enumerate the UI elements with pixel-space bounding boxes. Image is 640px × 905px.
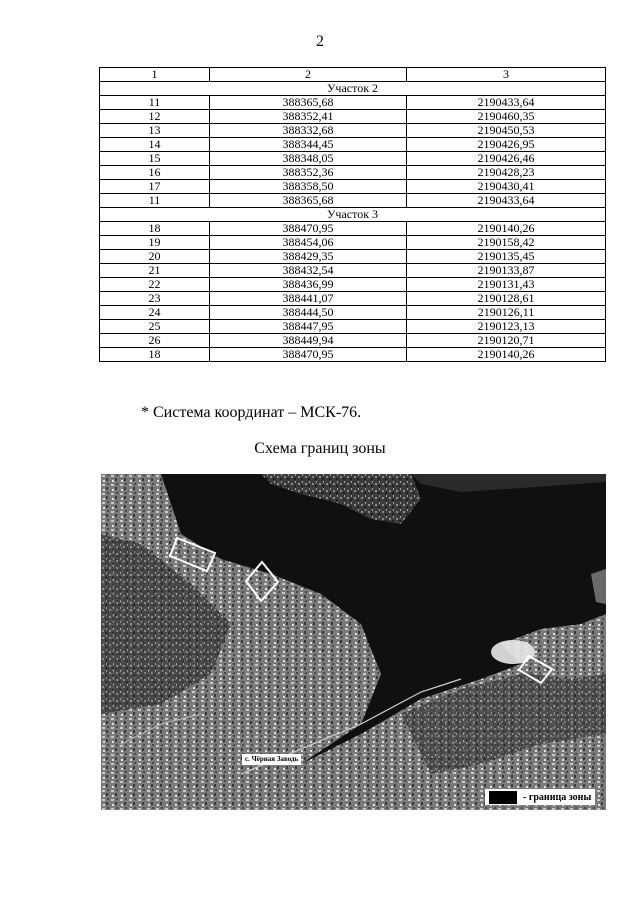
point-number-cell: 18	[100, 222, 210, 236]
boundary-swatch	[489, 791, 517, 804]
point-number-cell: 11	[100, 194, 210, 208]
point-number-cell: 16	[100, 166, 210, 180]
table-row	[100, 152, 606, 166]
table-row	[100, 110, 606, 124]
section-header-row	[100, 208, 606, 222]
point-number-cell: 11	[100, 96, 210, 110]
y-coordinate-cell: 2190460,35	[407, 110, 606, 124]
header-cell-x: 2	[210, 68, 407, 82]
x-coordinate-cell: 388432,54	[210, 264, 407, 278]
table-row	[100, 264, 606, 278]
point-number-cell: 12	[100, 110, 210, 124]
bright-patch	[491, 640, 535, 664]
point-number-cell: 22	[100, 278, 210, 292]
table-row	[100, 236, 606, 250]
point-number-cell: 14	[100, 138, 210, 152]
scheme-title: Схема границ зоны	[254, 440, 386, 457]
point-number-cell: 24	[100, 306, 210, 320]
y-coordinate-cell: 2190131,43	[407, 278, 606, 292]
point-number-cell: 20	[100, 250, 210, 264]
x-coordinate-cell: 388447,95	[210, 320, 407, 334]
x-coordinate-cell: 388348,05	[210, 152, 407, 166]
y-coordinate-cell: 2190430,41	[407, 180, 606, 194]
y-coordinate-cell: 2190140,26	[407, 222, 606, 236]
y-coordinate-cell: 2190126,11	[407, 306, 606, 320]
x-coordinate-cell: 388365,68	[210, 96, 407, 110]
x-coordinate-cell: 388436,99	[210, 278, 407, 292]
table-row	[100, 348, 606, 362]
table-row	[100, 124, 606, 138]
x-coordinate-cell: 388449,94	[210, 334, 407, 348]
table-row	[100, 334, 606, 348]
coordinates-table	[99, 67, 606, 362]
coordinate-system-note: * Система координат – МСК-76.	[141, 404, 362, 421]
y-coordinate-cell: 2190433,64	[407, 96, 606, 110]
point-number-cell: 15	[100, 152, 210, 166]
village-label: с. Чёрная Заводь	[242, 754, 301, 765]
point-number-cell: 19	[100, 236, 210, 250]
coordinates-table-body	[100, 68, 606, 362]
table-row	[100, 278, 606, 292]
map-legend	[485, 789, 595, 805]
x-coordinate-cell: 388454,06	[210, 236, 407, 250]
header-cell-y: 3	[407, 68, 606, 82]
y-coordinate-cell: 2190426,46	[407, 152, 606, 166]
x-coordinate-cell: 388470,95	[210, 222, 407, 236]
table-row	[100, 166, 606, 180]
y-coordinate-cell: 2190433,64	[407, 194, 606, 208]
x-coordinate-cell: 388352,41	[210, 110, 407, 124]
point-number-cell: 26	[100, 334, 210, 348]
section-title: Участок 3	[100, 208, 606, 222]
table-row	[100, 194, 606, 208]
x-coordinate-cell: 388332,68	[210, 124, 407, 138]
table-row	[100, 96, 606, 110]
x-coordinate-cell: 388365,68	[210, 194, 407, 208]
table-row	[100, 320, 606, 334]
table-row	[100, 292, 606, 306]
y-coordinate-cell: 2190128,61	[407, 292, 606, 306]
point-number-cell: 25	[100, 320, 210, 334]
x-coordinate-cell: 388352,36	[210, 166, 407, 180]
y-coordinate-cell: 2190426,95	[407, 138, 606, 152]
header-cell-number: 1	[100, 68, 210, 82]
y-coordinate-cell: 2190123,13	[407, 320, 606, 334]
point-number-cell: 17	[100, 180, 210, 194]
point-number-cell: 21	[100, 264, 210, 278]
x-coordinate-cell: 388344,45	[210, 138, 407, 152]
table-row	[100, 180, 606, 194]
table-row	[100, 250, 606, 264]
table-row	[100, 222, 606, 236]
y-coordinate-cell: 2190135,45	[407, 250, 606, 264]
y-coordinate-cell: 2190120,71	[407, 334, 606, 348]
section-title: Участок 2	[100, 82, 606, 96]
satellite-map	[101, 474, 606, 810]
page-number: 2	[316, 33, 324, 50]
x-coordinate-cell: 388444,50	[210, 306, 407, 320]
point-number-cell: 18	[100, 348, 210, 362]
table-header-row	[100, 68, 606, 82]
x-coordinate-cell: 388429,35	[210, 250, 407, 264]
y-coordinate-cell: 2190133,87	[407, 264, 606, 278]
table-row	[100, 138, 606, 152]
point-number-cell: 13	[100, 124, 210, 138]
point-number-cell: 23	[100, 292, 210, 306]
section-header-row	[100, 82, 606, 96]
y-coordinate-cell: 2190158,42	[407, 236, 606, 250]
x-coordinate-cell: 388470,95	[210, 348, 407, 362]
x-coordinate-cell: 388441,07	[210, 292, 407, 306]
y-coordinate-cell: 2190140,26	[407, 348, 606, 362]
y-coordinate-cell: 2190450,53	[407, 124, 606, 138]
table-row	[100, 306, 606, 320]
y-coordinate-cell: 2190428,23	[407, 166, 606, 180]
x-coordinate-cell: 388358,50	[210, 180, 407, 194]
legend-label: - граница зоны	[523, 791, 592, 803]
map-imagery	[101, 474, 606, 810]
